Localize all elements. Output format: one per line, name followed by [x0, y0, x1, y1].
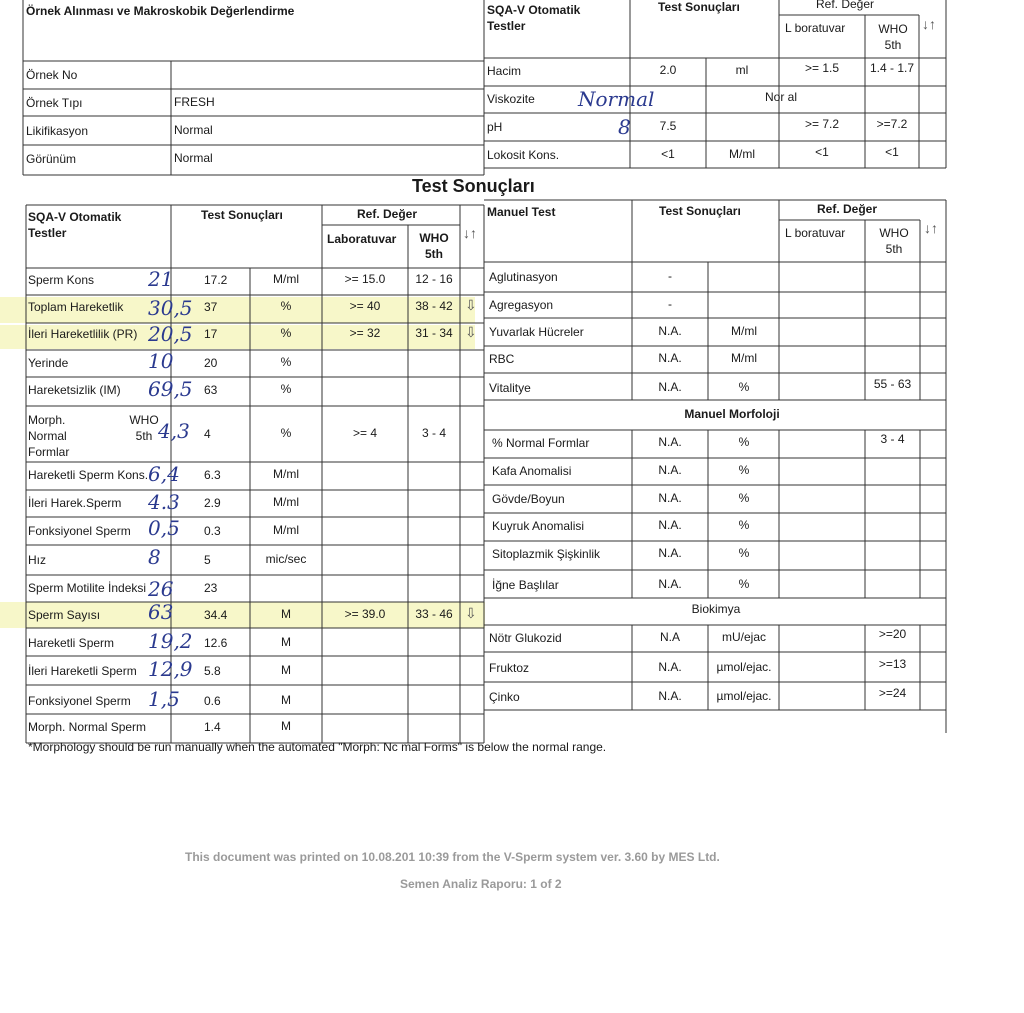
left-row-unit: M/ml — [273, 523, 299, 537]
left-col-test: SQA-V Otomatik Testler — [28, 210, 122, 240]
top-right-label-viskozite: Viskozite — [487, 92, 535, 106]
left-row-label: Morph. Normal Sperm — [28, 720, 147, 734]
left-row-label: Hareketsizlik (IM) — [28, 383, 121, 397]
right-row-unit: % — [738, 463, 750, 477]
section-title: Test Sonuçları — [412, 176, 535, 196]
left-row-lab: >= 39.0 — [344, 607, 386, 621]
right-row-result: N.A. — [658, 463, 682, 477]
bio-header: Biokimya — [691, 602, 741, 616]
macro-label-likifikasyon: Likifikasyon — [26, 124, 89, 138]
left-row-label: Toplam Hareketlik — [28, 300, 124, 314]
right-col-who: WHO 5th — [879, 226, 909, 256]
right-row-label: Sitoplazmik Şişkinlik — [492, 547, 601, 561]
left-row-label: Sperm Sayısı — [28, 608, 101, 622]
left-row-result: 4 — [204, 427, 211, 441]
right-row-result: N.A. — [658, 324, 682, 338]
top-right-unit-hacim: ml — [735, 63, 749, 77]
right-row-unit: % — [738, 518, 750, 532]
right-row-result: N.A. — [658, 660, 682, 674]
left-row-handwritten: 12,9 — [148, 657, 193, 681]
left-row-who: 33 - 46 — [415, 607, 453, 621]
macro-label-ornek-tipi: Örnek Tıpı — [26, 96, 83, 110]
left-row-label: Sperm Motilite İndeksi — [28, 581, 147, 595]
right-row-result: N.A. — [658, 351, 682, 365]
top-right-label-ph: pH — [487, 120, 503, 134]
right-row-label: Kuyruk Anomalisi — [492, 519, 585, 533]
left-row-label: Hareketli Sperm Kons. — [28, 468, 149, 482]
left-row-result: 0.3 — [204, 524, 221, 538]
top-right-result-hacim: 2.0 — [659, 63, 677, 77]
page-counter: Semen Analiz Raporu: 1 of 2 — [400, 877, 562, 891]
print-footer: This document was printed on 10.08.201 10:39 from the V-Sperm system ver. 3.60 by MES Ltd. — [185, 850, 720, 864]
right-row-unit: % — [738, 491, 750, 505]
top-right-result-lokosit: <1 — [661, 147, 675, 161]
left-row-handwritten: 19,2 — [148, 629, 193, 653]
top-right-lab-hacim: >= 1.5 — [804, 61, 840, 75]
right-row-label: Aglutinasyon — [489, 270, 558, 284]
right-row-unit: % — [738, 546, 750, 560]
left-row-result: 17 — [204, 327, 218, 341]
right-col-result: Test Sonuçları — [659, 204, 741, 218]
top-right-unit-lokosit: M/ml — [729, 147, 755, 161]
right-row-who: >=24 — [878, 686, 907, 700]
right-row-label: % Normal Formlar — [492, 436, 590, 450]
left-row-unit: M — [281, 663, 291, 677]
left-row-unit: % — [280, 382, 292, 396]
left-row-handwritten: 30,5 — [148, 296, 193, 320]
macro-value-gorunum: Normal — [174, 151, 213, 165]
top-right-lab-lokosit: <1 — [815, 145, 829, 159]
left-row-handwritten: 1,5 — [148, 687, 180, 711]
macro-label-gorunum: Görünüm — [26, 152, 77, 166]
left-row-unit: mic/sec — [265, 552, 307, 566]
macro-title: Örnek Alınması ve Makroskobik Değerlendirme — [26, 4, 295, 18]
right-row-unit: mU/ejac — [721, 630, 766, 644]
top-right-result-ph: 7.5 — [659, 119, 677, 133]
right-row-result: - — [668, 269, 672, 283]
right-row-label: Vitalitye — [489, 381, 531, 395]
right-row-label: Fruktoz — [489, 661, 530, 675]
left-row-label: Fonksiyonel Sperm — [28, 524, 131, 538]
left-row-label: Fonksiyonel Sperm — [28, 694, 131, 708]
handwritten-ph: 8 — [618, 115, 631, 139]
right-row-result: N.A. — [658, 435, 682, 449]
right-col-test: Manuel Test — [487, 205, 556, 219]
left-row-unit: M — [281, 719, 291, 733]
macro-value-ornek-tipi: FRESH — [174, 95, 215, 109]
left-row-who: 31 - 34 — [415, 326, 453, 340]
morphology-note: *Morphology should be run manually when the automated "Morph: Nc mal Forms" is below the normal range. — [28, 740, 607, 754]
down-arrow-icon: ⇩ — [465, 605, 477, 621]
right-row-unit: M/ml — [731, 351, 757, 365]
left-row-who: 38 - 42 — [415, 299, 453, 313]
left-row-result: 12.6 — [204, 636, 228, 650]
right-row-who: 55 - 63 — [873, 377, 912, 391]
left-row-unit: M/ml — [273, 495, 299, 509]
right-row-label: Nötr Glukozid — [489, 631, 562, 645]
left-col-result: Test Sonuçları — [201, 208, 283, 222]
left-row-lab: >= 4 — [352, 426, 378, 440]
top-right-lab-ph: >= 7.2 — [804, 117, 840, 131]
right-row-result: N.A. — [658, 546, 682, 560]
left-row-unit: M — [281, 607, 291, 621]
left-col-lab: Laboratuvar — [327, 232, 397, 246]
top-right-col-result: Test Sonuçları — [658, 0, 740, 14]
left-row-unit: % — [280, 355, 292, 369]
left-row-label: Hız — [28, 553, 46, 567]
left-row-label: İleri Hareketlilik (PR) — [28, 327, 138, 341]
left-row-result: 23 — [204, 581, 218, 595]
top-right-who-lokosit: <1 — [885, 145, 899, 159]
down-arrow-icon: ⇩ — [465, 324, 477, 340]
left-row-label: Morph. Normal Formlar — [28, 413, 70, 459]
left-row-handwritten: 0,5 — [148, 516, 180, 540]
left-row-handwritten: 4.3 — [148, 490, 180, 514]
left-row-handwritten: 20,5 — [148, 322, 193, 346]
macro-value-likifikasyon: Normal — [174, 123, 213, 137]
left-row-unit: % — [280, 326, 292, 340]
left-row-result: 0.6 — [204, 694, 221, 708]
top-right-col-lab: L boratuvar — [785, 21, 846, 35]
left-row-sublabel: WHO 5th — [129, 413, 159, 443]
left-row-label: İleri Hareketli Sperm — [28, 664, 137, 678]
left-row-handwritten: 10 — [148, 349, 174, 373]
left-row-unit: % — [280, 299, 292, 313]
right-row-label: Gövde/Boyun — [492, 492, 565, 506]
right-row-unit: µmol/ejac. — [716, 660, 772, 674]
left-row-handwritten: 69,5 — [148, 377, 193, 401]
right-row-result: N.A — [659, 630, 680, 644]
left-row-label: Yerinde — [28, 356, 69, 370]
right-row-result: - — [668, 297, 672, 311]
right-row-who: 3 - 4 — [880, 432, 905, 446]
left-row-handwritten: 6,4 — [148, 462, 180, 486]
left-row-handwritten: 8 — [148, 545, 161, 569]
right-row-who: >=20 — [878, 627, 907, 641]
left-row-result: 17.2 — [204, 273, 228, 287]
right-row-who: >=13 — [878, 657, 907, 671]
left-row-handwritten: 21 — [148, 267, 174, 291]
left-row-unit: M — [281, 635, 291, 649]
left-row-result: 5 — [204, 553, 211, 567]
right-row-unit: % — [738, 577, 750, 591]
macro-label-ornek-no: Örnek No — [26, 68, 78, 82]
right-sort-arrows-icon: ↓↑ — [924, 220, 938, 236]
left-col-ref: Ref. Değer — [357, 207, 418, 221]
top-right-who-hacim: 1.4 - 1.7 — [869, 61, 915, 75]
left-col-who: WHO 5th — [419, 231, 449, 261]
left-row-result: 1.4 — [204, 720, 221, 734]
right-col-ref: Ref. Değer — [817, 202, 878, 216]
left-row-label: İleri Harek.Sperm — [28, 496, 122, 510]
right-row-label: Kafa Anomalisi — [492, 464, 572, 478]
right-row-label: İğne Başlılar — [492, 578, 559, 592]
left-row-label: Sperm Kons — [28, 273, 95, 287]
sort-arrows-icon: ↓↑ — [922, 16, 936, 32]
morph-header: Manuel Morfoloji — [684, 407, 780, 421]
right-row-result: N.A. — [658, 491, 682, 505]
right-row-label: Yuvarlak Hücreler — [489, 325, 584, 339]
top-right-who-ph: >=7.2 — [876, 117, 908, 131]
left-row-result: 6.3 — [204, 468, 221, 482]
left-row-result: 34.4 — [204, 608, 228, 622]
right-row-result: N.A. — [658, 380, 682, 394]
left-row-result: 20 — [204, 356, 218, 370]
right-row-result: N.A. — [658, 577, 682, 591]
right-row-label: Agregasyon — [489, 298, 554, 312]
left-row-lab: >= 15.0 — [344, 272, 386, 286]
top-right-label-lokosit: Lokosit Kons. — [487, 148, 560, 162]
right-row-unit: % — [738, 435, 750, 449]
down-arrow-icon: ⇩ — [465, 297, 477, 313]
left-row-unit: % — [280, 426, 292, 440]
left-row-unit: M/ml — [273, 467, 299, 481]
top-right-label-hacim: Hacim — [487, 64, 522, 78]
left-row-lab: >= 40 — [349, 299, 381, 313]
top-right-col-ref: Ref. Değer — [816, 0, 875, 11]
right-row-label: RBC — [489, 352, 515, 366]
left-row-label: Hareketli Sperm — [28, 636, 115, 650]
right-row-result: N.A. — [658, 689, 682, 703]
right-row-unit: M/ml — [731, 324, 757, 338]
top-right-unit-viskozite: Nor al — [765, 90, 798, 104]
left-row-handwritten: 26 — [148, 577, 174, 601]
right-row-unit: % — [738, 380, 750, 394]
left-row-handwritten: 4,3 — [158, 419, 190, 443]
handwritten-viskozite: Normal — [578, 87, 655, 111]
left-row-lab: >= 32 — [349, 326, 381, 340]
top-right-col-test: SQA-V Otomatik Testler — [487, 3, 581, 33]
left-sort-arrows-icon: ↓↑ — [463, 225, 477, 241]
left-row-who: 12 - 16 — [415, 272, 453, 286]
left-row-who: 3 - 4 — [421, 426, 446, 440]
left-row-handwritten: 63 — [148, 600, 174, 624]
right-col-lab: L boratuvar — [785, 226, 846, 240]
left-row-unit: M — [281, 693, 291, 707]
left-row-unit: M/ml — [273, 272, 299, 286]
left-row-result: 63 — [204, 383, 218, 397]
right-row-label: Çinko — [489, 690, 520, 704]
right-row-result: N.A. — [658, 518, 682, 532]
left-row-result: 2.9 — [204, 496, 221, 510]
right-row-unit: µmol/ejac. — [716, 689, 772, 703]
top-right-col-who: WHO 5th — [878, 22, 908, 52]
left-row-result: 37 — [204, 300, 218, 314]
left-row-result: 5.8 — [204, 664, 221, 678]
